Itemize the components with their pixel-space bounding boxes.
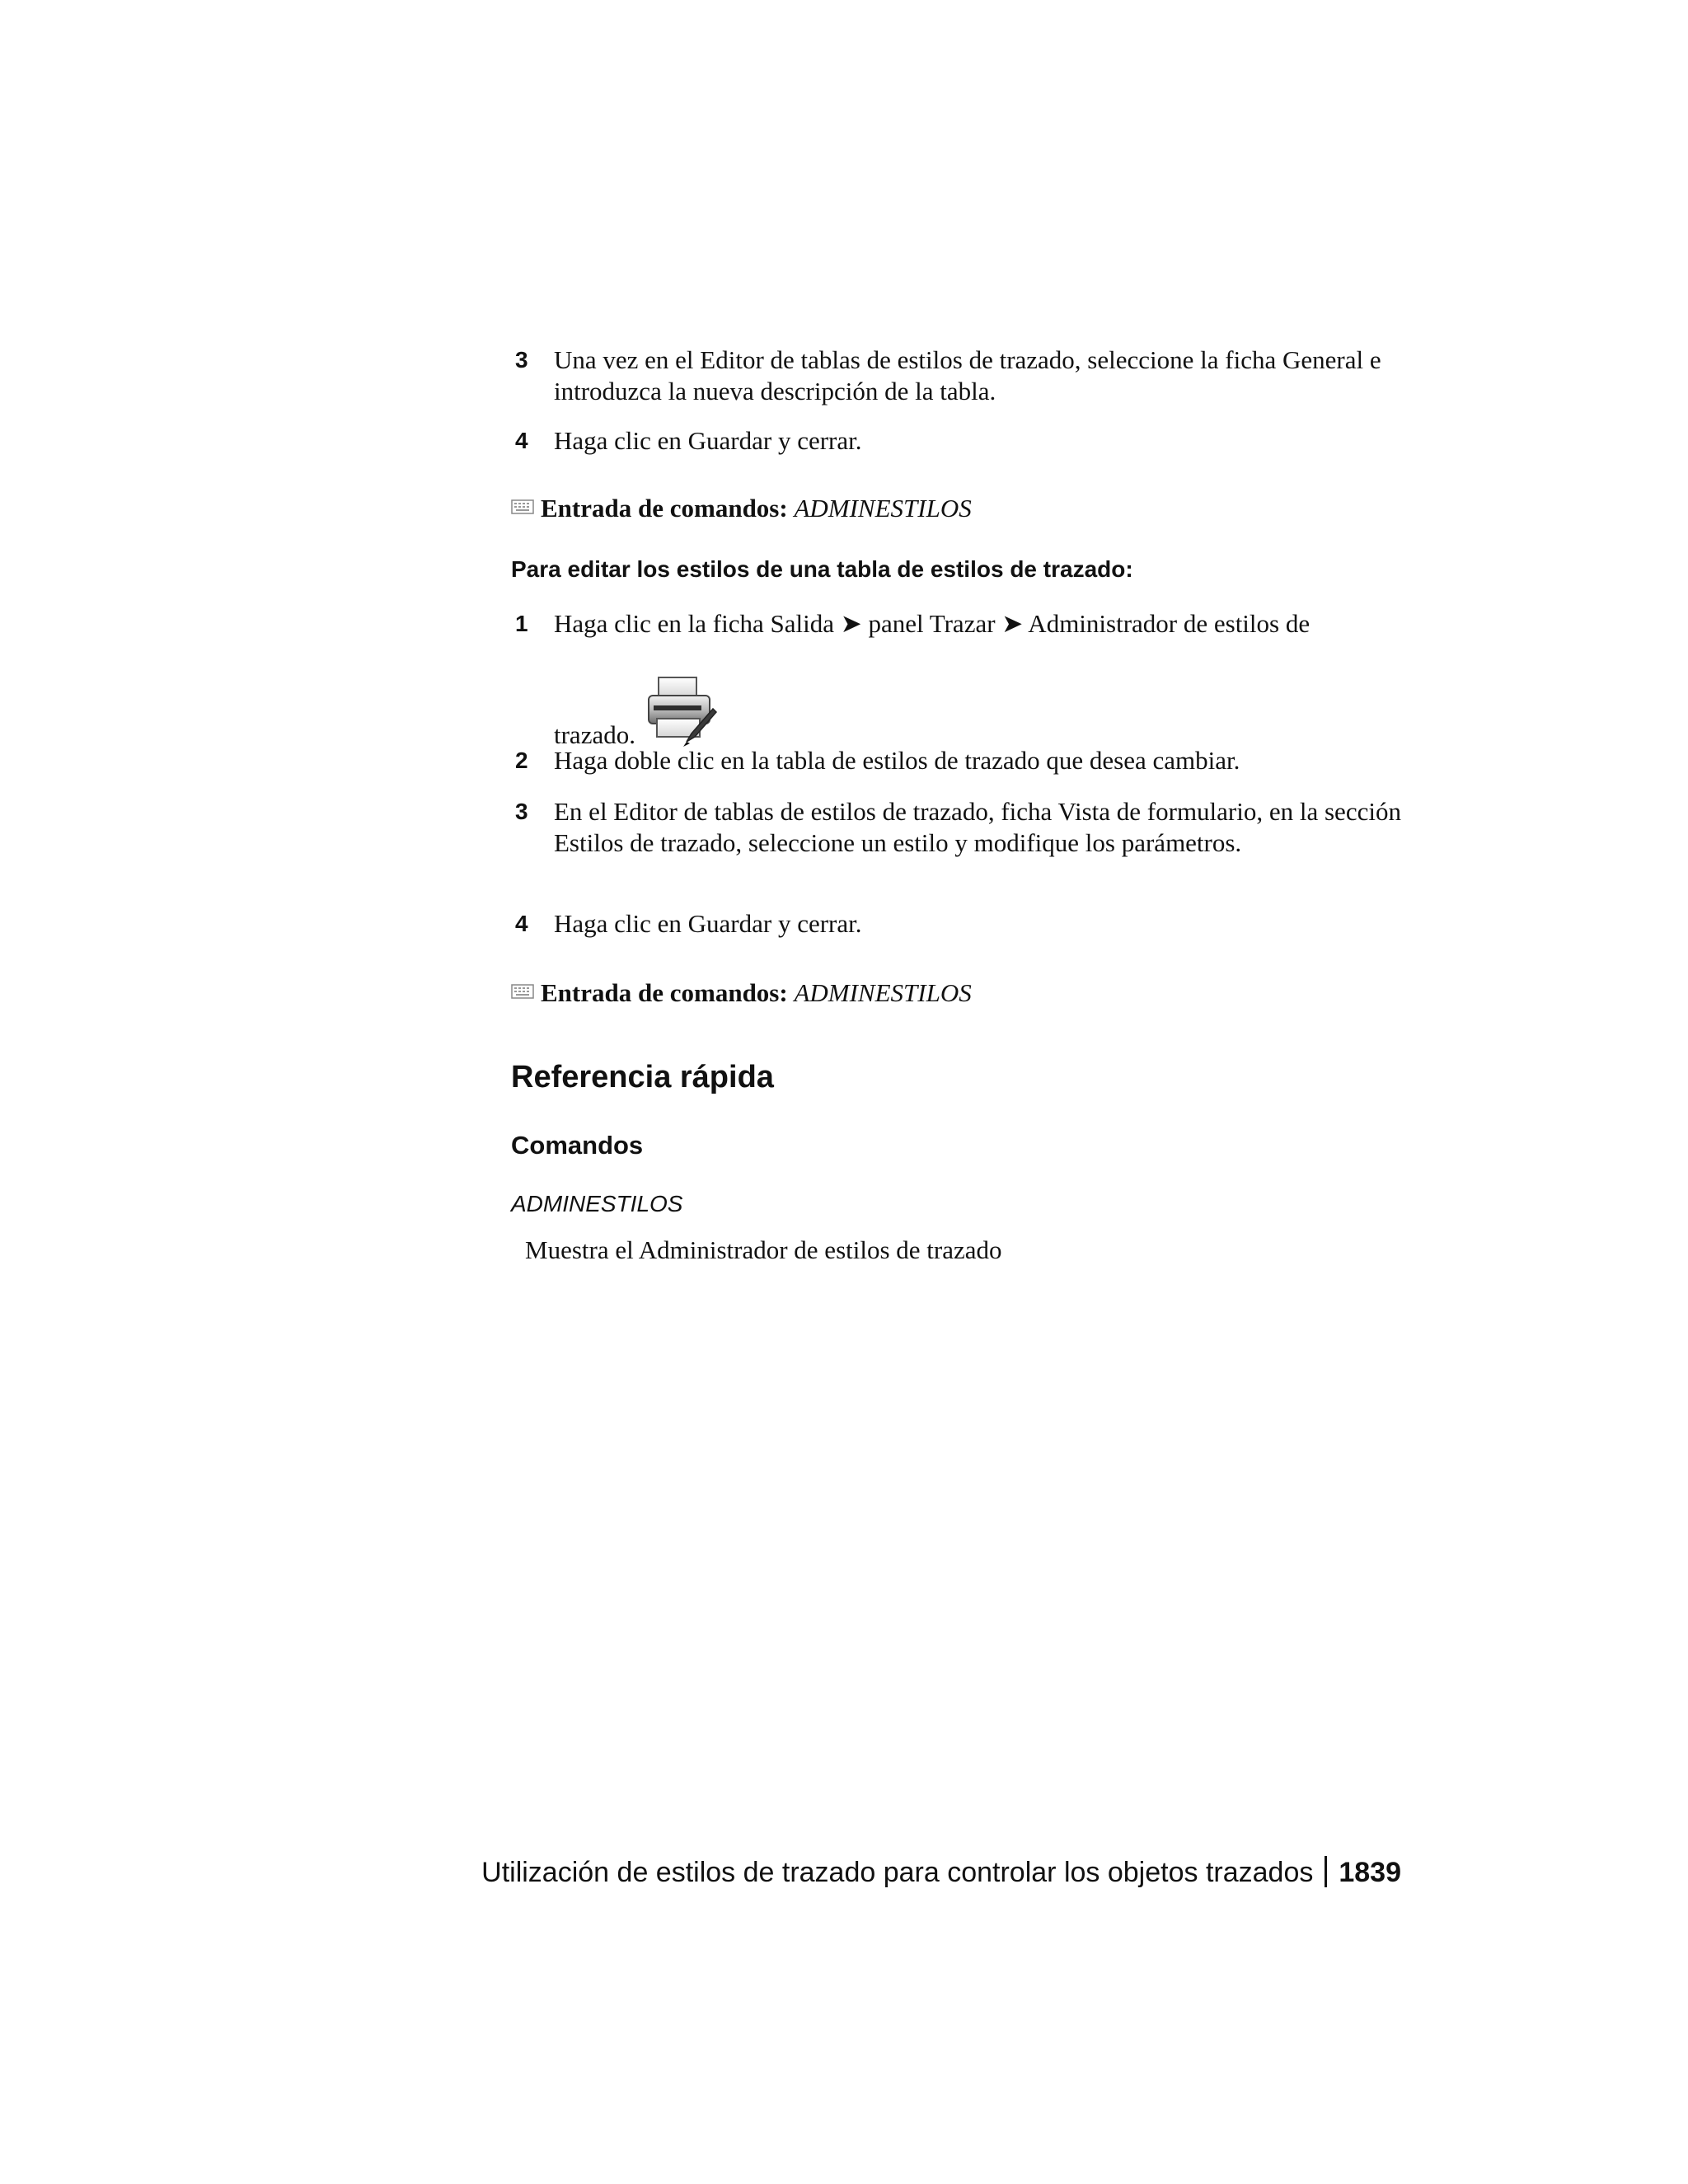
step-item xyxy=(511,908,1409,941)
reference-command: ADMINESTILOS xyxy=(511,1191,683,1216)
step-text-line: Haga clic en la ficha Salida ➤ panel Trazar ➤ Administrador de estilos de xyxy=(554,609,1311,638)
step-text-line: trazado. xyxy=(554,720,635,749)
section-title: Referencia rápida xyxy=(511,1060,774,1094)
step-item xyxy=(511,796,1409,895)
page-number: 1839 xyxy=(1339,1857,1401,1888)
keyboard-icon xyxy=(511,499,534,515)
step-number: 2 xyxy=(515,748,528,773)
page-footer xyxy=(481,1854,1401,1891)
step-number: 4 xyxy=(515,428,528,453)
step-text xyxy=(554,608,1428,751)
step-item xyxy=(511,344,1409,410)
keyboard-icon xyxy=(511,983,534,1000)
command-entry-value: ADMINESTILOS xyxy=(794,978,972,1007)
reference-description: Muestra el Administrador de estilos de trazado xyxy=(525,1235,1002,1264)
step-item xyxy=(511,425,1409,458)
plot-style-manager-icon xyxy=(642,673,718,748)
footer-title: Utilización de estilos de trazado para controlar los objetos trazados xyxy=(481,1857,1314,1888)
command-entry-value: ADMINESTILOS xyxy=(794,494,972,523)
command-entry xyxy=(511,977,972,1009)
command-entry xyxy=(511,493,972,524)
command-entry-label: Entrada de comandos: xyxy=(541,978,788,1007)
procedure-heading: Para editar los estilos de una tabla de estilos de trazado: xyxy=(511,556,1133,582)
step-text: En el Editor de tablas de estilos de trazado, ficha Vista de formulario, en la sección Estilos de trazado, seleccione un estilo y modifique los parámetros. xyxy=(554,797,1401,857)
step-number: 3 xyxy=(515,347,528,373)
step-text: Una vez en el Editor de tablas de estilos de trazado, seleccione la ficha General e introduzca la nueva descripción de la tabla. xyxy=(554,345,1381,405)
section-subtitle: Comandos xyxy=(511,1131,644,1160)
step-item xyxy=(511,608,1409,749)
step-item xyxy=(511,745,1409,778)
step-text: Haga doble clic en la tabla de estilos de trazado que desea cambiar. xyxy=(554,746,1240,775)
step-number: 3 xyxy=(515,799,528,824)
step-number: 1 xyxy=(515,611,528,636)
step-text: Haga clic en Guardar y cerrar. xyxy=(554,909,862,938)
command-entry-label: Entrada de comandos: xyxy=(541,494,788,523)
footer-separator xyxy=(1325,1856,1327,1887)
step-number: 4 xyxy=(515,911,528,936)
step-text: Haga clic en Guardar y cerrar. xyxy=(554,426,862,455)
